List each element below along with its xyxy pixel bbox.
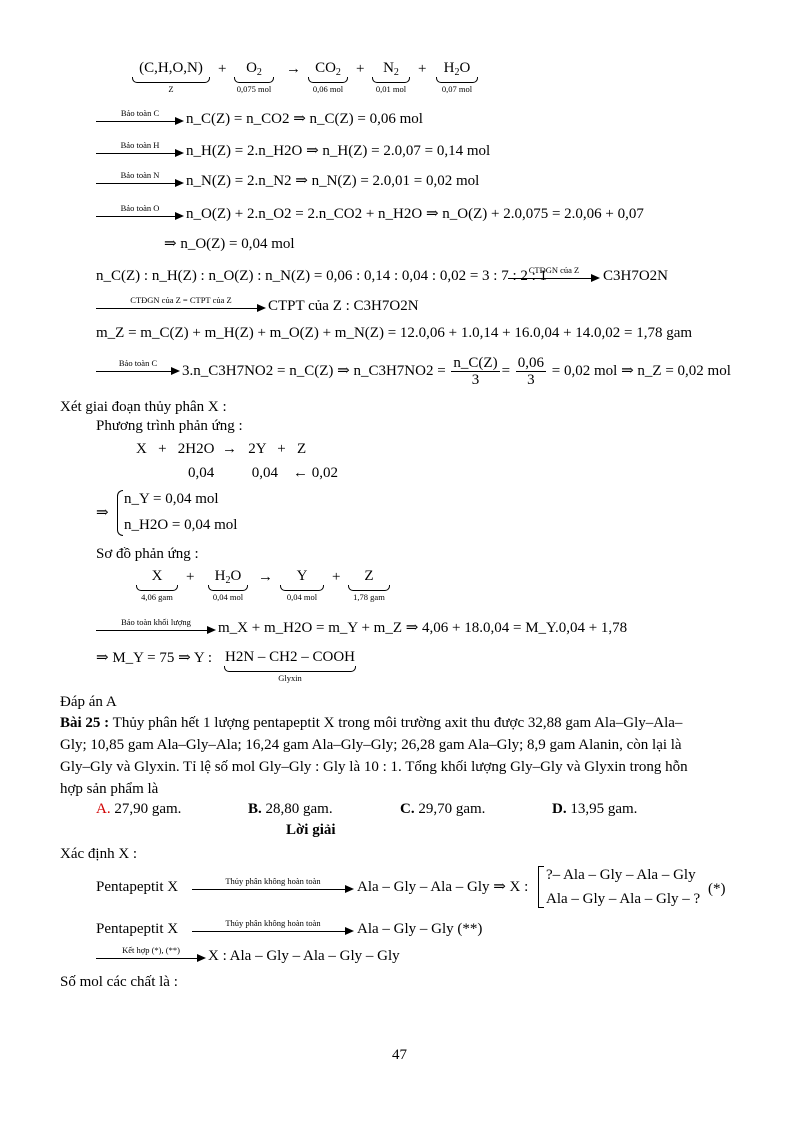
- problem-line-4: hợp sản phẩm là: [60, 781, 159, 797]
- option-d: D. 13,95 gam.: [552, 801, 638, 817]
- scheme-z: Z 1,78 gam: [346, 568, 392, 602]
- pentapeptide-label-2: Pentapeptit X: [96, 921, 179, 937]
- problem-line-3: Gly–Gly và Glyxin. Tỉ lệ số mol Gly–Gly : Gly là 10 : 1. Tổng khối lượng Gly–Gly và Glyxin trong hỗn: [60, 759, 688, 775]
- conservation-h-text: n_H(Z) = 2.n_H2O ⇒ n_H(Z) = 2.0,07 = 0,14 mol: [186, 143, 491, 159]
- moles-heading: Số mol các chất là :: [60, 974, 178, 990]
- scheme-h2o: $H_2O$ 0,04 mol: [206, 568, 250, 602]
- reactant-z: (C,H,O,N) Z: [130, 60, 212, 94]
- option-bracket: [538, 866, 544, 908]
- hydrolysis-moles: 0,04 0,04 ← 0,02: [188, 465, 338, 481]
- product-co2: $CO_2$ 0,06 mol: [306, 60, 350, 94]
- plus-sign: +: [186, 569, 195, 585]
- problem-line-1: Bài 25 : Thủy phân hết 1 lượng pentapeptit X trong môi trường axit thu được 32,88 gam Ala–Gly–Ala–: [60, 715, 683, 731]
- option-a: A. 27,90 gam.: [96, 801, 182, 817]
- plus-sign: +: [332, 569, 341, 585]
- ctpt-text: CTPT của Z : C3H7O2N: [268, 298, 419, 314]
- option-c: C. 29,70 gam.: [400, 801, 486, 817]
- problem-line-2: Gly; 10,85 gam Ala–Gly–Ala; 16,24 gam Ala–Gly–Gly; 26,28 gam Ala–Gly; 8,9 gam Alanin, còn lại là: [60, 737, 682, 753]
- equation-heading: Phương trình phản ứng :: [96, 418, 243, 434]
- solution-heading: Lời giải: [286, 822, 336, 838]
- x-option-2: Ala – Gly – Ala – Gly – ?: [546, 891, 701, 907]
- scheme-x: X 4,06 gam: [134, 568, 180, 602]
- conservation-o-text: n_O(Z) + 2.n_O2 = 2.n_CO2 + n_H2O ⇒ n_O(Z) + 2.0,075 = 2.0,06 + 0,07: [186, 206, 644, 222]
- reactant-o2: $O_2$ 0,075 mol: [232, 60, 276, 94]
- previous-answer: Đáp án A: [60, 694, 117, 710]
- mass-conservation-text: m_X + m_H2O = m_Y + m_Z ⇒ 4,06 + 18.0,04 = M_Y.0,04 + 1,78: [218, 620, 628, 636]
- pentapeptide-label-1: Pentapeptit X: [96, 879, 179, 895]
- partial-product-1: Ala – Gly – Ala – Gly ⇒ X :: [357, 879, 529, 895]
- system-bracket: [117, 490, 123, 536]
- hydrolysis-heading: Xét giai đoạn thủy phân X :: [60, 399, 227, 415]
- fraction: $\frac{n\_C(Z)}{3}$: [453, 355, 498, 389]
- scheme-y: Y 0,04 mol: [278, 568, 326, 602]
- mole-z-text: 3.n_C3H7NO2 = n_C(Z) ⇒ n_C3H7NO2 = $\frac{n\_C(Z)}{3}$ = $\frac{0,06}{3}$ = 0,02 mol ⇒ n_Z = 0,02 mol: [182, 355, 731, 389]
- mole-y: n_Y = 0,04 mol: [124, 491, 219, 507]
- implies-sign: ⇒: [96, 505, 109, 521]
- glycine-formula: H2N – CH2 – COOH Glyxin: [224, 649, 355, 683]
- plus-sign: +: [218, 61, 227, 77]
- x-option-1: ?– Ala – Gly – Ala – Gly: [546, 867, 696, 883]
- conservation-c-text: n_C(Z) = n_CO2 ⇒ n_C(Z) = 0,06 mol: [186, 111, 423, 127]
- star-mark: (*): [708, 881, 726, 897]
- conservation-o-result: ⇒ n_O(Z) = 0,04 mol: [164, 236, 295, 252]
- mole-h2o: n_H2O = 0,04 mol: [124, 517, 238, 533]
- product-n2: $N_2$ 0,01 mol: [370, 60, 412, 94]
- reaction-arrow: →: [258, 569, 273, 585]
- plus-sign: +: [356, 61, 365, 77]
- mass-z-text: m_Z = m_C(Z) + m_H(Z) + m_O(Z) + m_N(Z) = 12.0,06 + 1.0,14 + 16.0,04 + 14.0,02 = 1,78 gam: [96, 325, 693, 341]
- my-text: ⇒ M_Y = 75 ⇒ Y :: [96, 650, 213, 666]
- reaction-arrow: →: [286, 61, 301, 77]
- option-b: B. 28,80 gam.: [248, 801, 333, 817]
- determine-heading: Xác định X :: [60, 846, 138, 862]
- partial-product-2: Ala – Gly – Gly (**): [357, 921, 483, 937]
- fraction: $\frac{0,06}{3}$: [517, 355, 545, 389]
- ratio-text: n_C(Z) : n_H(Z) : n_O(Z) : n_N(Z) = 0,06 : 0,14 : 0,04 : 0,02 = 3 : 7 : 2 : 1: [96, 268, 548, 284]
- product-h2o: $H_2O$ 0,07 mol: [434, 60, 480, 94]
- combination-result: X : Ala – Gly – Ala – Gly – Gly: [208, 948, 400, 964]
- plus-sign: +: [418, 61, 427, 77]
- page-number: 47: [392, 1047, 407, 1063]
- scheme-heading: Sơ đồ phản ứng :: [96, 546, 199, 562]
- ratio-result: C3H7O2N: [603, 268, 669, 284]
- hydrolysis-equation: X + 2H2O → 2Y + Z: [136, 441, 307, 457]
- conservation-n-text: n_N(Z) = 2.n_N2 ⇒ n_N(Z) = 2.0,01 = 0,02 mol: [186, 173, 480, 189]
